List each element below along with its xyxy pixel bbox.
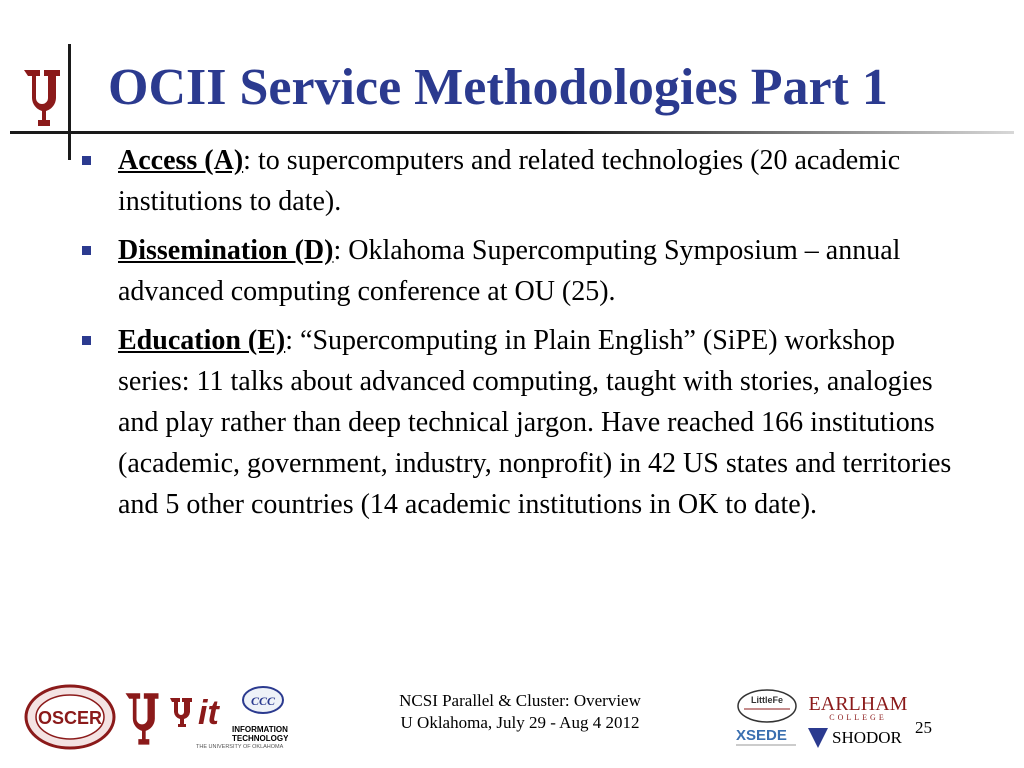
oscer-logo (24, 684, 116, 750)
footer-line-1: NCSI Parallel & Cluster: Overview (399, 691, 641, 710)
shodor-logo (806, 724, 906, 750)
bullet-education (78, 320, 958, 525)
svg-text:CCC: CCC (250, 694, 276, 708)
xsede-logo (734, 724, 804, 750)
svg-text:THE UNIVERSITY OF OKLAHOMA: THE UNIVERSITY OF OKLAHOMA (196, 744, 284, 750)
littlefe-logo (736, 688, 798, 724)
footer-line-2: U Oklahoma, July 29 - Aug 4 2012 (400, 713, 640, 732)
bullet-square-icon (82, 336, 91, 345)
bullet-text: : Oklahoma Supercomputing Symposium – annual advanced computing conference at OU (25). (118, 235, 901, 307)
svg-text:COLLEGE: COLLEGE (829, 713, 887, 722)
bullet-list (78, 140, 958, 533)
svg-text:LittleFe: LittleFe (750, 695, 784, 705)
bullet-term: Dissemination (D) (118, 235, 334, 266)
bullet-text: : “Supercomputing in Plain English” (SiPE) workshop series: 11 talks about advanced computing, taught with stories, analogies and play rather than deep technical jargon. Have reached 166 institutions (academic, government, industry, nonprofit) in 42 US states and territories and 5 other countries (14 academic institutions in OK to date). (118, 325, 952, 520)
page-number: 25 (915, 718, 932, 737)
ou-footer-logo-icon (120, 688, 164, 748)
title-horizontal-rule (10, 131, 1014, 134)
earlham-logo (808, 692, 908, 722)
bullet-term: Access (A) (118, 145, 244, 176)
bullet-dissemination (78, 230, 958, 312)
bullet-square-icon (82, 156, 91, 165)
it-logo (168, 684, 288, 750)
slide-title: OCII Service Methodologies Part 1 (108, 59, 888, 116)
title-vertical-rule (68, 44, 71, 160)
bullet-access (78, 140, 958, 222)
bullet-text: : to supercomputers and related technologies (20 academic institutions to date). (118, 145, 901, 217)
svg-text:OSCER: OSCER (37, 708, 103, 728)
svg-text:it: it (198, 694, 219, 732)
svg-text:EARLHAM: EARLHAM (808, 693, 908, 715)
svg-text:INFORMATION: INFORMATION (232, 725, 288, 734)
bullet-term: Education (E) (118, 325, 286, 356)
bullet-square-icon (82, 246, 91, 255)
ou-logo-icon (18, 66, 66, 128)
svg-text:SHODOR: SHODOR (832, 728, 902, 747)
footer-caption (360, 690, 680, 734)
svg-text:TECHNOLOGY: TECHNOLOGY (232, 734, 288, 743)
svg-text:XSEDE: XSEDE (736, 727, 787, 744)
